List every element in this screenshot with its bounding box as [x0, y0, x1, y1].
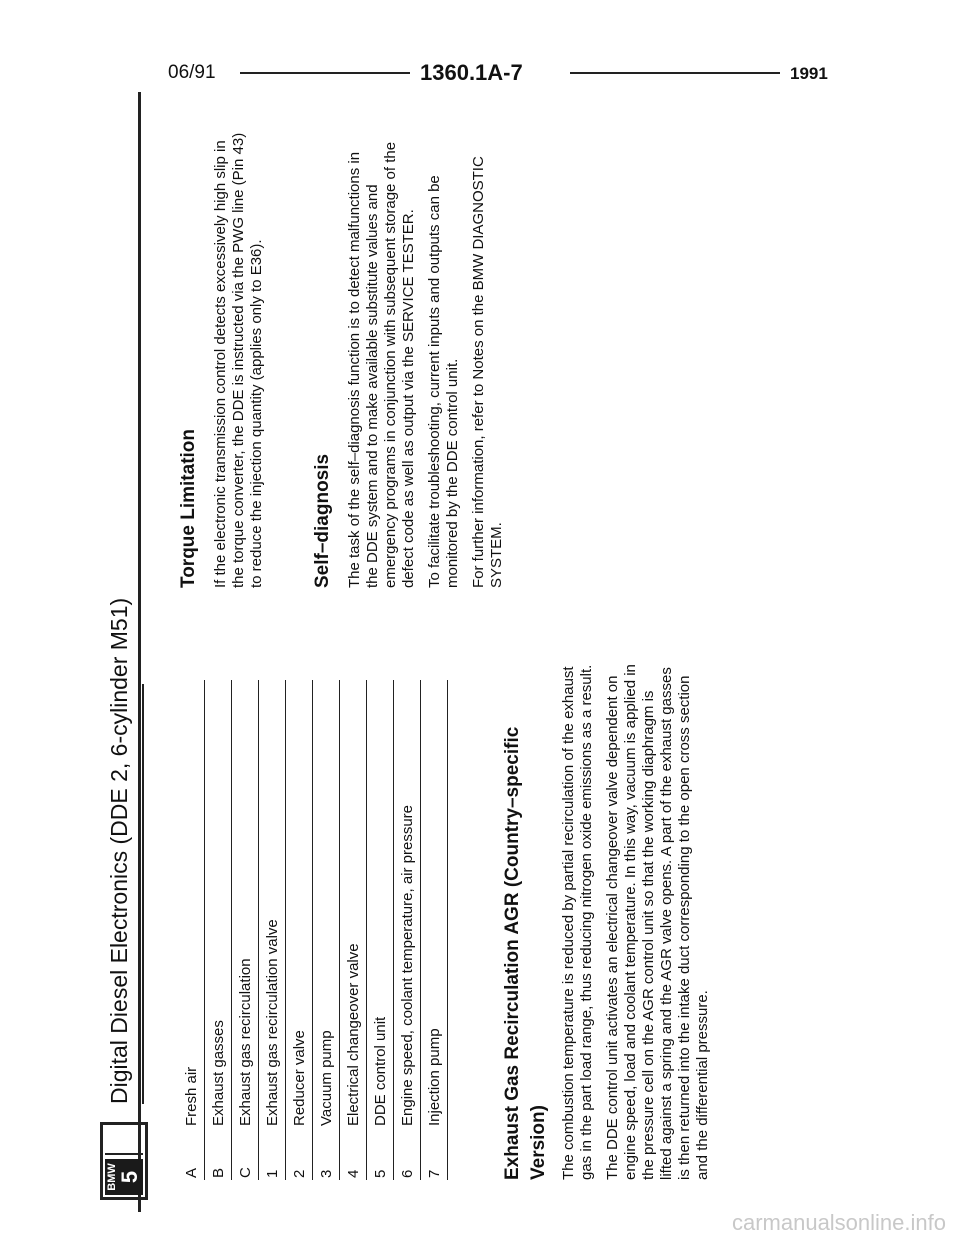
legend-row: [394, 680, 421, 1180]
legend-row: [421, 680, 448, 1180]
legend-key: 1: [263, 1169, 281, 1178]
selfdiag-heading: Self–diagnosis: [312, 453, 333, 588]
logo-series: 5: [117, 1170, 142, 1184]
legend-label: DDE control unit: [371, 1016, 389, 1126]
legend-key: 4: [344, 1169, 362, 1178]
legend-row: [205, 680, 232, 1180]
legend-label: Reducer valve: [290, 1030, 308, 1126]
legend-label: Fresh air: [182, 1066, 200, 1126]
page-header: [0, 62, 960, 86]
legend-row: [313, 680, 340, 1180]
selfdiag-paragraph-2: To facilitate troubleshooting, current inputs and outputs can be monitored by the DDE control unit.: [426, 175, 461, 588]
right-column: [178, 128, 514, 588]
legend-label: Vacuum pump: [317, 1030, 335, 1126]
logo-brand: BMW: [106, 1163, 118, 1191]
header-year: 1991: [790, 64, 828, 83]
legend-row: [340, 680, 367, 1180]
header-rule-left: [240, 72, 410, 74]
legend-key: 5: [371, 1169, 389, 1178]
selfdiag-paragraph-3: For further information, refer to Notes on the BMW DIAGNOSTIC SYSTEM.: [470, 156, 505, 588]
legend-row: [178, 680, 205, 1180]
torque-paragraph: If the electronic transmission control detects excessively high slip in the torque converter, the DDE is instructed via the PWG line (Pin 43) to reduce the injection quantity (applies only to E36).: [212, 132, 265, 588]
torque-heading: Torque Limitation: [178, 428, 199, 588]
legend-label: Exhaust gas recirculation valve: [263, 919, 281, 1126]
header-date: 06/91: [168, 62, 216, 83]
legend-label: Exhaust gasses: [209, 1020, 227, 1126]
section-spacer: [274, 128, 312, 588]
rotated-page-content: [100, 100, 860, 1200]
page-title: Digital Diesel Electronics (DDE 2, 6-cylinder M51): [106, 597, 132, 1104]
legend-label: Exhaust gas recirculation: [236, 958, 254, 1126]
title-rule: [142, 684, 144, 1104]
watermark-text: carmanualsonline.info: [731, 1210, 946, 1235]
legend-table: [178, 680, 448, 1180]
legend-row: [232, 680, 259, 1180]
legend-key: 6: [398, 1169, 416, 1178]
legend-key: 2: [290, 1169, 308, 1178]
agr-heading: Exhaust Gas Recirculation AGR (Country–specific Version): [502, 726, 549, 1180]
legend-key: 3: [317, 1169, 335, 1178]
header-rule-right: [570, 72, 780, 74]
selfdiag-paragraph-1: The task of the self–diagnosis function is to detect malfunctions in the DDE system and to make available substitute values and emergency programs in conjunction with subsequent storage of the defect code as well as output via the SERVICE TESTER.: [346, 141, 417, 588]
legend-label: Injection pump: [425, 1028, 443, 1126]
legend-label: Engine speed, coolant temperature, air pressure: [398, 804, 416, 1126]
legend-key: B: [209, 1167, 227, 1178]
agr-paragraph-2: The DDE control unit activates an electrical changeover valve dependent on engine speed, load and coolant temperature. In this way, vacuum is applied in the pressure cell on the AGR control unit so that the working diaphragm is lifted against a spring and the AGR valve opens. A part of the exhaust gasses is then returned into the intake duct corresponding to the open cross section and the differential pressure.: [604, 664, 711, 1180]
legend-row: [367, 680, 394, 1180]
logo-box: [105, 1125, 143, 1155]
legend-key: C: [236, 1167, 254, 1178]
legend-label: Electrical changeover valve: [344, 943, 362, 1126]
legend-key: A: [182, 1167, 200, 1178]
header-doc-number: 1360.1A-7: [420, 60, 523, 85]
bmw-logo: [100, 1122, 148, 1200]
bmw-logo-mark: [105, 1159, 143, 1195]
legend-row: [286, 680, 313, 1180]
legend-row: [259, 680, 286, 1180]
agr-body: [560, 660, 720, 1180]
legend-key: 7: [425, 1169, 443, 1178]
agr-paragraph-1: The combustion temperature is reduced by partial recirculation of the exhaust gas in the part load range, thus reducing nitrogen oxide emissions as a result.: [560, 664, 595, 1180]
